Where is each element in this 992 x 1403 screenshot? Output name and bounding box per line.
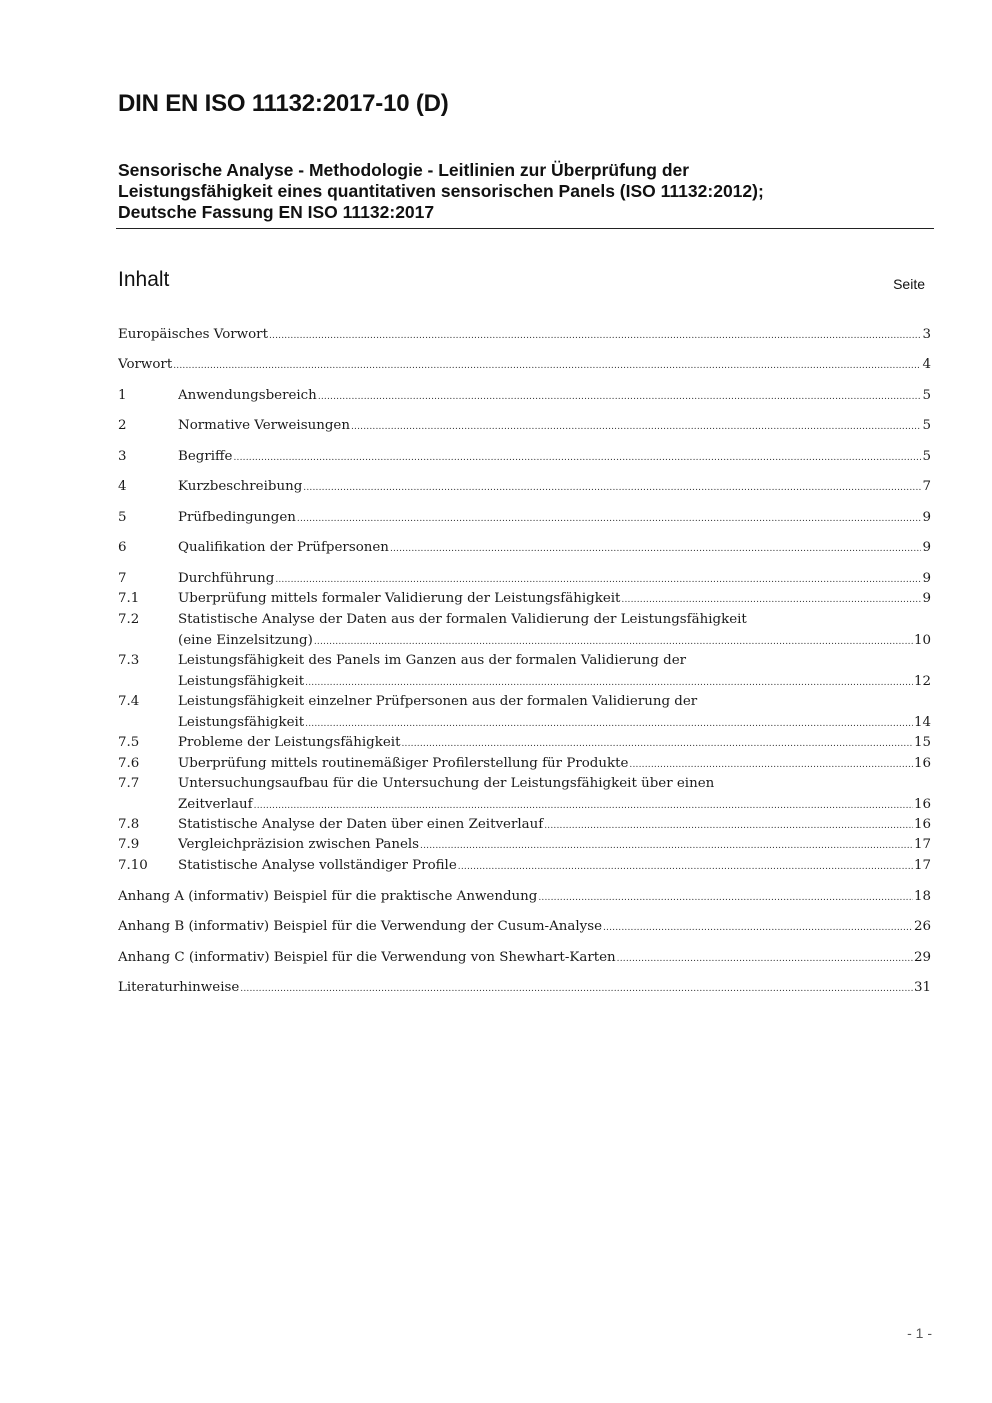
toc-entry-title: Leistungsfähigkeit	[178, 714, 305, 730]
toc-entry[interactable]	[118, 612, 931, 653]
toc-entry-number: 7.9	[118, 837, 140, 852]
dot-leader	[305, 678, 913, 688]
toc-entry-page-number: 18	[913, 889, 931, 904]
toc-entry-title: Kurzbeschreibung	[178, 479, 303, 494]
toc-entry-title: Anhang C (informativ) Beispiel für die Verwendung von Shewhart-Karten	[118, 950, 616, 965]
dot-leader	[275, 575, 921, 585]
toc-entry[interactable]	[118, 591, 931, 612]
toc-entry-page-number: 5	[922, 449, 931, 464]
toc-entry-number: 1	[118, 388, 127, 403]
dot-leader	[538, 893, 913, 903]
toc-entry-number: 7.5	[118, 735, 140, 750]
toc-entry[interactable]	[118, 449, 931, 470]
toc-entry-page-number: 12	[913, 673, 931, 689]
dot-leader	[240, 984, 913, 994]
toc-entry[interactable]	[118, 776, 931, 817]
toc-entry-title-line: Untersuchungsaufbau für die Untersuchung der Leistungsfähigkeit über einen	[178, 776, 715, 791]
toc-entry-title-line: Leistungsfähigkeit einzelner Prüfpersonen aus der formalen Validierung der	[178, 694, 698, 709]
subtitle-line: Leistungsfähigkeit eines quantitativen sensorischen Panels (ISO 11132:2012);	[118, 181, 764, 201]
toc-entry-page-number: 9	[922, 540, 931, 555]
toc-entry[interactable]	[118, 694, 931, 735]
toc-entry-title: Begriffe	[178, 449, 233, 464]
dot-leader	[420, 841, 913, 851]
dot-leader	[305, 719, 913, 729]
toc-entry[interactable]	[118, 980, 931, 1001]
toc-entry[interactable]	[118, 388, 931, 409]
dot-leader	[617, 954, 913, 964]
toc-entry[interactable]	[118, 889, 931, 910]
toc-entry-title-line: Leistungsfähigkeit des Panels im Ganzen aus der formalen Validierung der	[178, 653, 687, 668]
toc-entry[interactable]	[118, 479, 931, 500]
toc-entry-page-number: 14	[913, 714, 931, 730]
dot-leader	[390, 544, 922, 554]
toc-entry-number: 7	[118, 571, 127, 586]
toc-entry-page-number: 9	[922, 591, 931, 606]
toc-entry-title: Statistische Analyse der Daten über einen Zeitverlauf	[178, 817, 544, 832]
toc-entry-title: Qualifikation der Prüfpersonen	[178, 540, 389, 555]
toc-entry-page-number: 5	[922, 418, 931, 433]
dot-leader	[303, 483, 921, 493]
toc-entry[interactable]	[118, 950, 931, 971]
toc-entry-page-number: 16	[913, 756, 931, 771]
title-divider	[116, 228, 934, 229]
toc-entry[interactable]	[118, 327, 931, 348]
toc-entry-page-number: 31	[913, 980, 931, 995]
toc-entry-page-number: 9	[922, 571, 931, 586]
toc-entry-number: 7.6	[118, 756, 140, 771]
toc-entry-title: Prüfbedingungen	[178, 510, 296, 525]
toc-entry-title: Überprüfung mittels routinemäßiger Profilerstellung für Produkte	[178, 756, 629, 771]
toc-entry-page-number: 16	[913, 817, 931, 832]
toc-entry-page-number: 17	[913, 837, 931, 852]
subtitle-line: Deutsche Fassung EN ISO 11132:2017	[118, 202, 435, 222]
dot-leader	[401, 739, 913, 749]
toc-entry-title: Europäisches Vorwort	[118, 327, 268, 342]
toc-entry[interactable]	[118, 418, 931, 439]
toc-entry[interactable]	[118, 735, 931, 756]
toc-entry-page-number: 26	[913, 919, 931, 934]
toc-entry[interactable]	[118, 357, 931, 378]
toc-entry-number: 6	[118, 540, 127, 555]
subtitle-line: Sensorische Analyse - Methodologie - Leitlinien zur Überprüfung der	[118, 160, 690, 180]
toc-entry-title: Probleme der Leistungsfähigkeit	[178, 735, 401, 750]
toc-entry-title: Statistische Analyse vollständiger Profile	[178, 858, 457, 873]
toc-entry-title: Anwendungsbereich	[178, 388, 317, 403]
dot-leader	[314, 637, 913, 647]
toc-entry-title: Vergleichpräzision zwischen Panels	[178, 837, 420, 852]
toc-entry-page-number: 10	[913, 632, 931, 648]
toc-entry-page-number: 29	[913, 950, 931, 965]
dot-leader	[603, 923, 913, 933]
toc-entry-page-number: 7	[922, 479, 931, 494]
toc-entry-title: Leistungsfähigkeit	[178, 673, 305, 689]
dot-leader	[173, 361, 921, 371]
toc-entry[interactable]	[118, 756, 931, 777]
dot-leader	[297, 514, 922, 524]
toc-entry[interactable]	[118, 837, 931, 858]
toc-entry-number: 7.8	[118, 817, 140, 832]
toc-entry[interactable]	[118, 919, 931, 940]
toc-entry-number: 5	[118, 510, 127, 525]
document-subtitle	[118, 160, 933, 223]
toc-entry-title-line: Statistische Analyse der Daten aus der formalen Validierung der Leistungsfähigkeit	[178, 612, 747, 627]
toc-entry-number: 7.1	[118, 591, 140, 606]
toc-entry-number: 7.2	[118, 612, 140, 627]
toc-entry-title: Anhang B (informativ) Beispiel für die Verwendung der Cusum-Analyse	[118, 919, 602, 934]
toc-heading: Inhalt	[118, 268, 170, 291]
toc-entry-title: Zeitverlauf	[178, 796, 253, 812]
dot-leader	[351, 422, 922, 432]
dot-leader	[544, 821, 913, 831]
toc-entry-number: 7.10	[118, 858, 148, 873]
toc-entry-page-number: 16	[913, 796, 931, 812]
toc-entry-title: Anhang A (informativ) Beispiel für die praktische Anwendung	[118, 889, 538, 904]
footer-page-number: - 1 -	[907, 1325, 932, 1341]
toc-entry-page-number: 9	[922, 510, 931, 525]
toc-entry[interactable]	[118, 571, 931, 592]
toc-entry-number: 7.3	[118, 653, 140, 668]
dot-leader	[269, 331, 922, 341]
toc-entry-number: 7.7	[118, 776, 140, 791]
toc-page-column-label: Seite	[893, 276, 925, 292]
toc-entry[interactable]	[118, 510, 931, 531]
toc-entry-page-number: 17	[913, 858, 931, 873]
toc-entry[interactable]	[118, 653, 931, 694]
toc-entry-page-number: 5	[922, 388, 931, 403]
dot-leader	[621, 595, 921, 605]
toc-entry[interactable]	[118, 858, 931, 879]
dot-leader	[233, 453, 921, 463]
toc-entry-title: Vorwort	[118, 357, 173, 372]
toc-entry-title: (eine Einzelsitzung)	[178, 632, 313, 648]
toc-entry-number: 4	[118, 479, 127, 494]
toc-entry[interactable]	[118, 540, 931, 561]
toc-entry-number: 3	[118, 449, 127, 464]
toc-entry-title: Durchführung	[178, 571, 275, 586]
dot-leader	[629, 760, 913, 770]
dot-leader	[254, 801, 913, 811]
toc-entry-page-number: 15	[913, 735, 931, 750]
toc-entry-number: 2	[118, 418, 127, 433]
toc-entry[interactable]	[118, 817, 931, 838]
toc-entry-page-number: 4	[922, 357, 931, 372]
toc-entry-title: Literaturhinweise	[118, 980, 240, 995]
toc-entry-title: Überprüfung mittels formaler Validierung der Leistungsfähigkeit	[178, 591, 621, 606]
dot-leader	[458, 862, 913, 872]
document-title: DIN EN ISO 11132:2017-10 (D)	[118, 90, 449, 117]
toc-entry-title: Normative Verweisungen	[178, 418, 350, 433]
dot-leader	[318, 392, 922, 402]
toc-entry-page-number: 3	[922, 327, 931, 342]
toc-entry-number: 7.4	[118, 694, 140, 709]
